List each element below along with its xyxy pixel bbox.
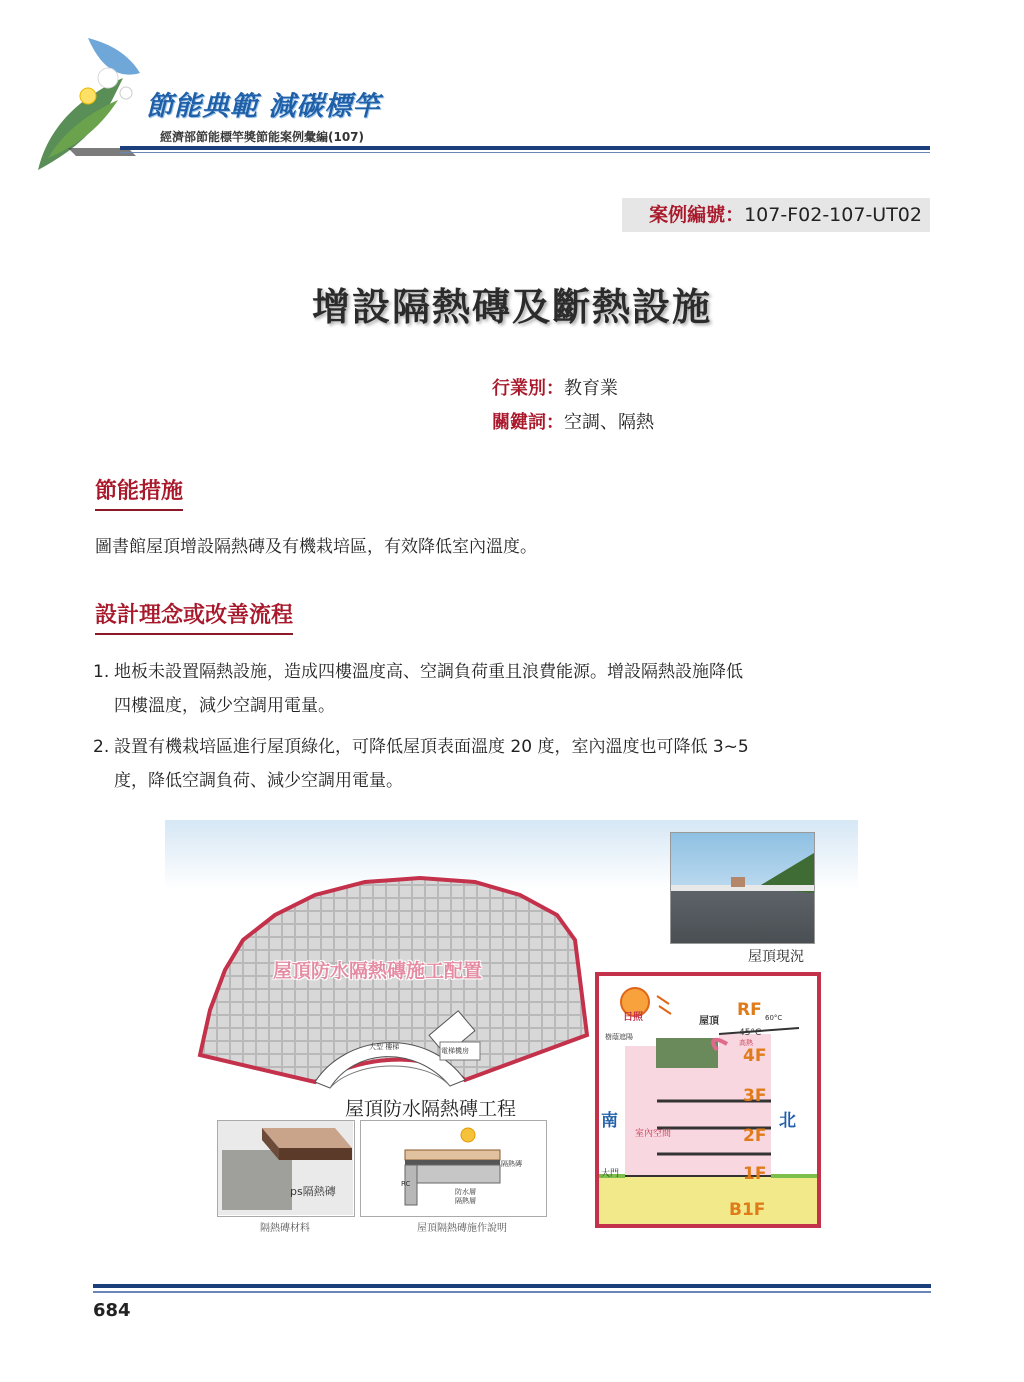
footer-divider-thin [93, 1291, 931, 1293]
industry-row [492, 374, 618, 400]
footer-divider [93, 1284, 931, 1288]
keywords-label: 關鍵詞： [492, 412, 564, 433]
section-heading-design: 設計理念或改善流程 [95, 598, 293, 635]
rc-label: RC [401, 1180, 411, 1188]
header-divider [120, 146, 930, 150]
page-title: 增設隔熱磚及斷熱設施 [311, 285, 712, 329]
list-text-continuation: 四樓溫度，減少空調用電量。 [114, 696, 335, 716]
list-number: 1. [93, 662, 110, 682]
list-text-line: 地板未設置隔熱設施，造成四樓溫度高、空調負荷重且浪費能源。增設隔熱設施降低 [114, 662, 743, 682]
temp-45-label: 45°C [739, 1028, 762, 1038]
building-section-diagram [595, 972, 821, 1228]
brand-title: 節能典範 減碳標竿 [146, 91, 381, 122]
roof-photo [670, 832, 815, 944]
list-number: 2. [93, 737, 110, 757]
entrance-label: 大門 [601, 1169, 620, 1179]
hot-label: 高熱 [739, 1039, 753, 1047]
industry-label: 行業別： [492, 378, 564, 399]
ps-tile-label: ps隔熱磚 [290, 1185, 336, 1198]
floor-rf-label: RF [737, 1000, 762, 1020]
detail-drawing-caption: 屋頂隔熱磚施作說明 [417, 1223, 507, 1234]
floor-2f-label: 2F [743, 1126, 767, 1146]
fan-caption: 屋頂防水隔熱磚工程 [345, 1098, 517, 1120]
roof-label: 屋頂 [699, 1016, 719, 1027]
case-number-value: 107-F02-107-UT02 [744, 204, 922, 226]
page-number: 684 [93, 1300, 131, 1321]
industry-value: 教育業 [564, 378, 618, 399]
roof-insulation-figure [165, 820, 858, 1235]
south-label: 南 [601, 1111, 618, 1131]
case-number-label: 案例編號： [649, 204, 745, 226]
section-heading-measures: 節能措施 [95, 474, 183, 511]
list-text-continuation: 度，降低空調負荷、減少空調用電量。 [114, 771, 403, 791]
list-item [93, 730, 938, 798]
indoor-space-label: 室內空間 [635, 1129, 672, 1139]
floor-3f-label: 3F [743, 1086, 767, 1106]
floor-4f-label: 4F [743, 1046, 767, 1066]
waterproof-layer-label: 防水層 [455, 1188, 476, 1196]
tile-material-frame [217, 1120, 355, 1217]
keywords-value: 空調、隔熱 [564, 412, 654, 433]
tile-layer-label: 隔熱磚 [501, 1160, 522, 1168]
measures-text: 圖書館屋頂增設隔熱磚及有機栽培區，有效降低室內溫度。 [95, 537, 537, 557]
shade-label: 樹蔭遮陽 [605, 1033, 633, 1041]
list-item [93, 655, 938, 723]
machine-room-label: 電梯機房 [441, 1047, 469, 1055]
floor-b1f-label: B1F [729, 1200, 766, 1220]
roof-photo-image [671, 833, 814, 943]
floor-1f-label: 1F [743, 1164, 767, 1184]
case-number-badge [622, 198, 930, 232]
brand-logo [28, 38, 158, 178]
north-label: 北 [779, 1111, 796, 1131]
sun-label: 日照 [623, 1012, 643, 1023]
fan-layout-label: 屋頂防水隔熱磚施工配置 [273, 960, 483, 982]
insulation-layer-label: 隔熱層 [455, 1197, 476, 1205]
tile-material-caption: 隔熱磚材料 [260, 1223, 310, 1234]
header-divider-thin [120, 152, 930, 153]
keywords-row [492, 408, 654, 434]
stair-label: 大型 樓梯 [369, 1043, 400, 1051]
rf-temperature: 60°C [765, 1014, 783, 1022]
brand-subtitle: 經濟部節能標竿獎節能案例彙編(107) [160, 130, 365, 144]
roof-photo-caption: 屋頂現況 [748, 949, 804, 965]
list-text-line: 設置有機栽培區進行屋頂綠化，可降低屋頂表面溫度 20 度，室內溫度也可降低 3~5 [114, 737, 749, 757]
